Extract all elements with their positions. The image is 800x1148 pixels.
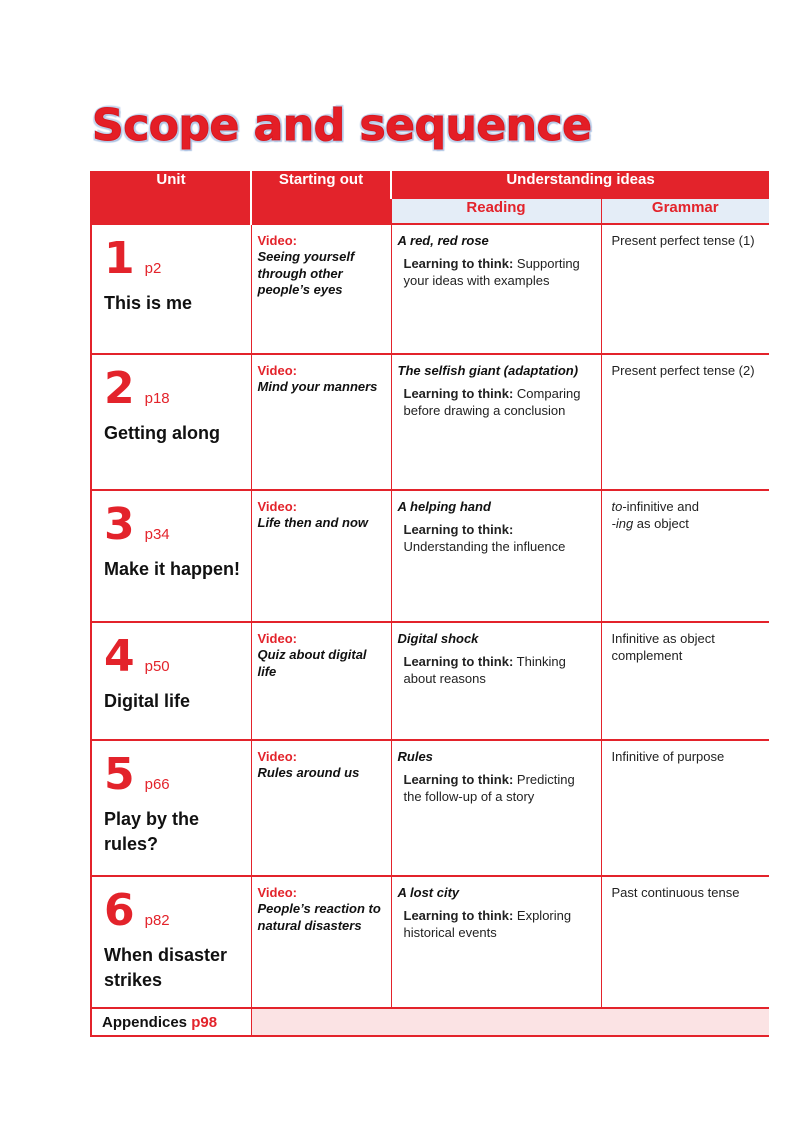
ltt-text: Comparing before drawing a conclusion [403, 386, 581, 418]
reading-title: Digital shock [397, 631, 479, 646]
unit-page: p34 [144, 526, 170, 543]
unit-row [91, 876, 769, 1008]
reading-title: The selfish giant (adaptation) [397, 363, 579, 378]
starting-out-cell [251, 622, 391, 740]
reading-cell [391, 224, 601, 354]
ltt-label: Learning to think: [403, 522, 514, 537]
video-title: Rules around us [257, 765, 360, 780]
unit-title: Getting along [104, 423, 220, 443]
reading-title: A lost city [397, 885, 460, 900]
header-understanding-ideas: Understanding ideas [391, 171, 769, 199]
reading-title: Rules [397, 749, 433, 764]
unit-page: p82 [144, 912, 170, 929]
header-grammar: Grammar [601, 199, 769, 224]
unit-cell [91, 354, 251, 490]
video-title: Seeing yourself through other people’s eyes [257, 249, 355, 297]
grammar-cell: Present perfect tense (2) [601, 354, 769, 490]
unit-cell [91, 490, 251, 622]
video-label: Video: [257, 885, 297, 900]
starting-out-cell [251, 490, 391, 622]
starting-out-cell [251, 876, 391, 1008]
unit-title: Make it happen! [104, 559, 241, 579]
video-label: Video: [257, 363, 297, 378]
learning-to-think [398, 255, 595, 289]
unit-row [91, 490, 769, 622]
unit-cell [91, 740, 251, 876]
video-label: Video: [257, 499, 297, 514]
starting-out-cell [251, 354, 391, 490]
scope-and-sequence-table [90, 171, 769, 1037]
grammar-cell: Infinitive of purpose [601, 740, 769, 876]
learning-to-think [398, 907, 595, 941]
grammar-cell: Infinitive as object complement [601, 622, 769, 740]
unit-row [91, 740, 769, 876]
grammar-cell: Present perfect tense (1) [601, 224, 769, 354]
learning-to-think [398, 521, 595, 555]
reading-cell [391, 490, 601, 622]
video-title: Life then and now [257, 515, 368, 530]
ltt-text: Supporting your ideas with examples [403, 256, 580, 288]
grammar-italic-to: to [611, 499, 623, 514]
unit-title: Digital life [104, 691, 191, 711]
ltt-label: Learning to think: [403, 908, 514, 923]
video-title: People’s reaction to natural disasters [257, 901, 381, 933]
reading-title: A helping hand [397, 499, 491, 514]
learning-to-think [398, 771, 595, 805]
starting-out-cell [251, 740, 391, 876]
unit-title: This is me [104, 293, 193, 313]
reading-cell [391, 876, 601, 1008]
unit-number: 4 [104, 631, 135, 682]
video-label: Video: [257, 749, 297, 764]
learning-to-think [398, 385, 595, 419]
appendices-page: p98 [191, 1013, 218, 1031]
unit-row [91, 622, 769, 740]
ltt-text: Understanding the influence [403, 539, 566, 554]
reading-cell [391, 354, 601, 490]
unit-number: 3 [104, 499, 135, 550]
header-reading: Reading [391, 199, 601, 224]
unit-cell [91, 622, 251, 740]
unit-number: 6 [104, 885, 135, 936]
ltt-text: Exploring historical events [403, 908, 572, 940]
learning-to-think [398, 653, 595, 687]
header-starting-out: Starting out [251, 171, 391, 224]
page-title: Scope and sequence [92, 100, 592, 151]
reading-cell [391, 740, 601, 876]
grammar-italic-ing: -ing [611, 515, 634, 531]
appendices-cell [91, 1008, 251, 1036]
ltt-label: Learning to think: [403, 386, 514, 401]
video-label: Video: [257, 631, 297, 646]
unit-title: When disaster strikes [104, 945, 228, 990]
grammar-text: -infinitive and [622, 499, 699, 514]
unit-number: 5 [104, 749, 135, 800]
grammar-cell [601, 490, 769, 622]
appendices-row [91, 1008, 769, 1036]
reading-title: A red, red rose [397, 233, 489, 248]
video-title: Mind your manners [257, 379, 378, 394]
unit-title: Play by the rules? [104, 809, 200, 854]
unit-number: 1 [104, 233, 135, 284]
ltt-label: Learning to think: [403, 772, 514, 787]
unit-row [91, 354, 769, 490]
unit-page: p18 [144, 390, 170, 407]
reading-cell [391, 622, 601, 740]
unit-page: p50 [144, 658, 170, 675]
grammar-text-2: as object [633, 515, 689, 531]
unit-cell [91, 224, 251, 354]
video-label: Video: [257, 233, 297, 248]
unit-page: p2 [144, 260, 162, 277]
unit-number: 2 [104, 363, 135, 414]
unit-page: p66 [144, 776, 170, 793]
ltt-label: Learning to think: [403, 256, 514, 271]
grammar-cell: Past continuous tense [601, 876, 769, 1008]
unit-row [91, 224, 769, 354]
header-unit: Unit [91, 171, 251, 224]
ltt-text: Predicting the follow-up of a story [403, 772, 575, 804]
starting-out-cell [251, 224, 391, 354]
ltt-text: Thinking about reasons [403, 654, 566, 686]
ltt-label: Learning to think: [403, 654, 514, 669]
video-title: Quiz about digital life [257, 647, 367, 679]
unit-cell [91, 876, 251, 1008]
appendices-label: Appendices [102, 1013, 188, 1031]
appendices-fill [251, 1008, 769, 1036]
